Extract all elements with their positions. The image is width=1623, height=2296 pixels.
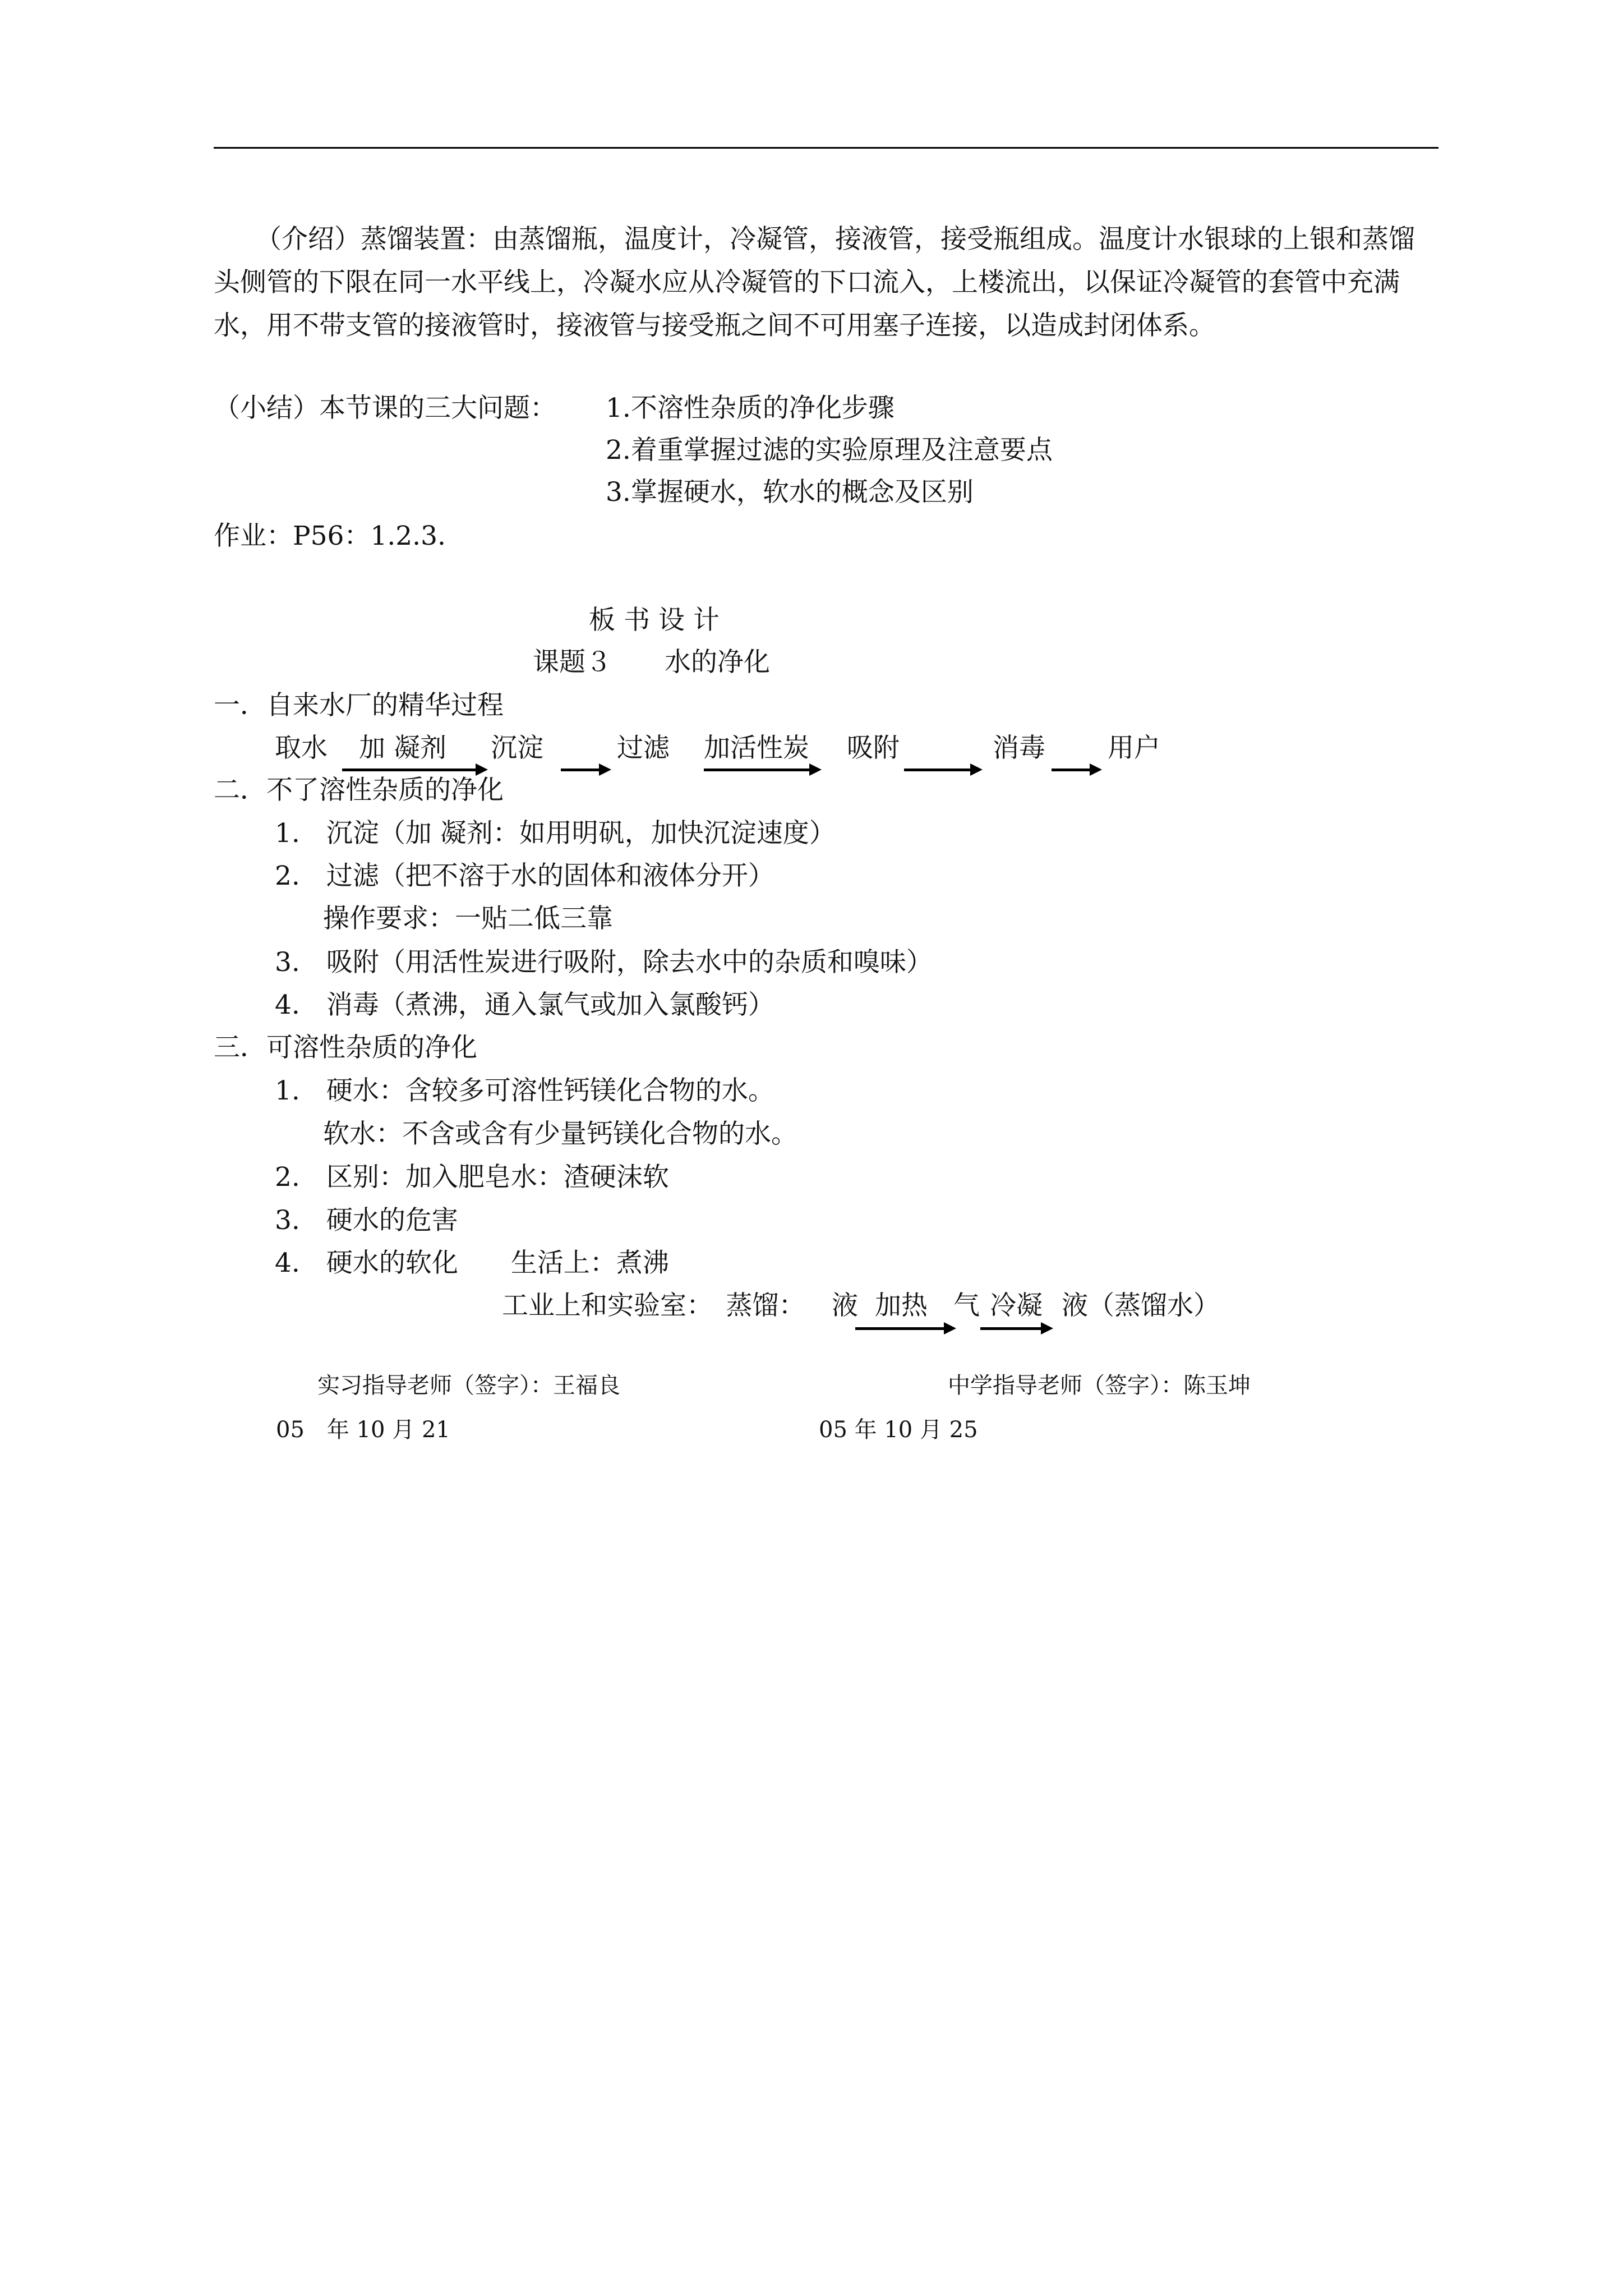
signature-left: 实习指导老师（签字）：王福良 — [317, 1373, 620, 1398]
flow-label-carbon: 加活性炭 — [704, 733, 809, 763]
flow-arrow — [342, 769, 482, 771]
industry-lead: 工业上和实验室： 蒸馏： — [502, 1290, 805, 1321]
signature-right: 中学指导老师（签字）：陈玉坤 — [948, 1373, 1251, 1398]
section3-item: 3. 硬水的危害 — [275, 1205, 458, 1236]
board-subtitle: 课题３ 水的净化 — [533, 647, 770, 678]
section3-item: 2. 区别：加入肥皂水：渣硬沫软 — [275, 1162, 669, 1193]
flow-label-coagulant: 加 凝剂 — [359, 733, 446, 763]
distill-result: 液（蒸馏水） — [1062, 1290, 1220, 1321]
distill-liquid: 液 — [832, 1290, 858, 1321]
intro-paragraph: （介绍）蒸馏装置：由蒸馏瓶，温度计，冷凝管，接液管，接受瓶组成。温度计水银球的上银和蒸馏头侧管的下限在同一水平线上，冷凝水应从冷凝管的下口流入，上楼流出，以保证冷凝管的套管中充满水，用不带支管的接液管时，接液管与接受瓶之间不可用塞子连接，以造成封闭体系。 — [214, 224, 1415, 341]
flow-arrow — [904, 769, 977, 771]
section3-heading: 三．可溶性杂质的净化 — [214, 1032, 477, 1063]
flow-step-disinfect: 消毒 — [993, 733, 1045, 763]
section2-item: 3. 吸附（用活性炭进行吸附，除去水中的杂质和嗅味） — [275, 947, 933, 978]
distill-condense-label: 冷凝 — [990, 1290, 1043, 1321]
section2-item: 4. 消毒（煮沸，通入氯气或加入氯酸钙） — [275, 990, 774, 1020]
section2-item: 操作要求：一贴二低三靠 — [323, 903, 613, 934]
distill-heat-label: 加热 — [875, 1290, 928, 1321]
summary-lead: （小结）本节课的三大问题： — [214, 393, 556, 424]
flow-arrow — [561, 769, 606, 771]
homework: 作业：P56：1.2.3. — [214, 521, 446, 551]
date-left: 05 年 10 月 21 — [276, 1417, 450, 1443]
section1-heading: 一．自来水厂的精华过程 — [214, 690, 504, 721]
section3-item: 4. 硬水的软化 生活上：煮沸 — [275, 1248, 669, 1278]
flow-step-adsorb: 吸附 — [847, 733, 900, 763]
flow-arrow — [704, 769, 816, 771]
header-rule — [214, 147, 1438, 149]
flow-arrow — [1052, 769, 1096, 771]
flow-step-user: 用户 — [1108, 733, 1160, 763]
summary-item-2: 2.着重掌握过滤的实验原理及注意要点 — [606, 435, 1053, 466]
distill-arrow — [855, 1327, 951, 1330]
distill-arrow — [980, 1327, 1048, 1330]
section2-item: 2. 过滤（把不溶于水的固体和液体分开） — [275, 861, 774, 891]
board-title: 板 书 设 计 — [589, 605, 720, 636]
section2-heading: 二．不了溶性杂质的净化 — [214, 775, 504, 806]
flow-step-precipitate: 沉淀 — [491, 733, 543, 763]
section3-item: 软水：不含或含有少量钙镁化合物的水。 — [323, 1119, 797, 1149]
distill-gas: 气 — [953, 1290, 980, 1321]
summary-item-1: 1.不溶性杂质的净化步骤 — [606, 393, 895, 424]
flow-step-filter: 过滤 — [617, 733, 670, 763]
section3-item: 1. 硬水：含较多可溶性钙镁化合物的水。 — [275, 1075, 774, 1106]
date-right: 05 年 10 月 25 — [819, 1417, 978, 1443]
flow-step-qushui: 取水 — [275, 733, 328, 763]
summary-item-3: 3.掌握硬水，软水的概念及区别 — [606, 477, 974, 508]
section2-item: 1. 沉淀（加 凝剂：如用明矾，加快沉淀速度） — [275, 818, 836, 849]
